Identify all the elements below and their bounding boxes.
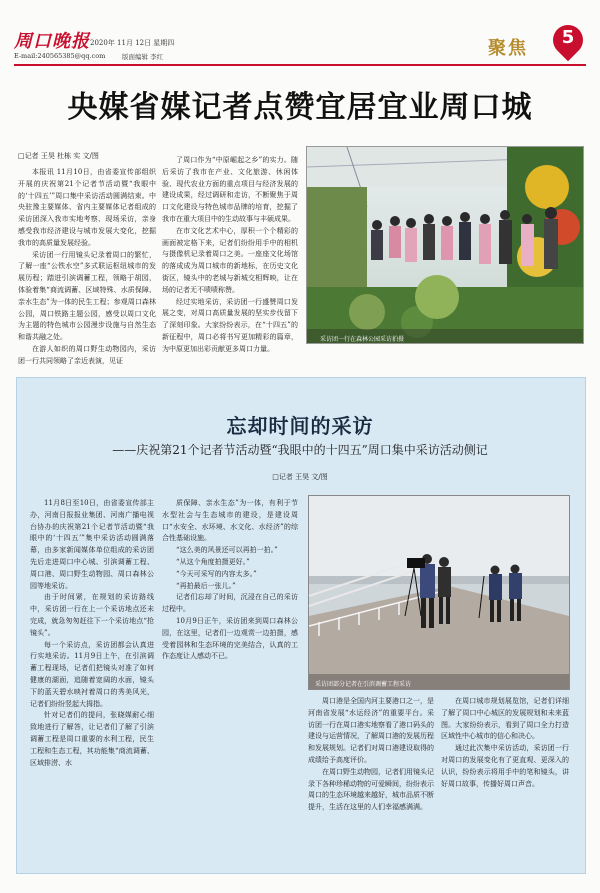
photo2-caption: 采访团部分记者在引滨调蓄工程采访 (315, 681, 412, 688)
page-number: 5 (561, 27, 575, 48)
paragraph: 通过此次集中采访活动，采访团一行对周口的发展变化有了更直观、更深入的认识，纷纷表示将用手中的笔和镜头，讲好周口故事，传播好周口声音。 (441, 744, 569, 788)
section-title: 聚焦 (488, 38, 528, 59)
paragraph: 了周口作为“中原崛起之乡”的实力。随后采访了我市在产业、文化旅游、休闲体验、现代农业方面的重点项目与经济发展的建设成果，经过调研和走访，不断聚焦于周口文化建设与特色城市品牌的培育，挖掘了我市在重大项目中的生动故事与丰硕成果。 (162, 156, 298, 223)
photo1-caption: 采访团一行在森林公园采访拍摄 (320, 336, 405, 343)
article1-column-1 (18, 167, 156, 365)
reporters-photo-image (307, 147, 583, 343)
paragraph: “这么美的风景还可以再拍一拍。” (176, 546, 278, 555)
paragraph: “今天可采写的内容太多。” (176, 569, 257, 578)
paragraph: 采访团一行用镜头记录着周口的繁忙，了解一座“公铁水空”多式联运枢纽城市的发展历程；踏进引滨调蓄工程，领略于胡园，体验着集“商流调蓄、区域特殊、水质保障、亲水生态”为一体的民生工程；参观周口森林公园，周口铁路主题公园，感受以周口文化为主题的特色城市公园漫步设施与自然生态和谐共融之处。 (18, 250, 156, 342)
main-headline: 央媒省媒记者点赞宜居宜业周口城 (67, 90, 533, 125)
article2-column-2 (162, 498, 298, 863)
article2-column-3 (308, 696, 434, 866)
article2-column-1 (30, 498, 154, 863)
paragraph: 在周口城市规划展览馆，记者们详细了解了周口中心城区的发展规划和未来蓝图。大家纷纷表示，看到了周口全力打造区域性中心城市的信心和决心。 (441, 697, 569, 741)
paragraph: 针对记者们的提问，张晓媒耐心细致地进行了解答，让记者们了解了引滨调蓄工程是周口重要的水利工程，民生工程和生态工程，其功能集“商流调蓄、区域排涝、水 (30, 711, 154, 767)
paragraph: 由于时间紧，在规划的采访路线中，采访团一行在上一个采访地点还未完成，就急匆匆赶往下一个采访地点“抢镜头”。 (30, 593, 154, 637)
paragraph: 每一个采访点，采访团都会认真进行实地采访。11月9日上午，在引滨调蓄工程现场，记者们把镜头对准了如何健康的湖面，追随着宽阔的水面，镜头下的蓝天碧水映衬着周口的秀美风光，记者们纷纷竖起大拇指。 (30, 640, 154, 708)
feature-headline: 忘却时间的采访 (226, 414, 374, 438)
paragraph: “从这个角度拍摄更好。” (176, 557, 250, 566)
feature-byline: □记者 王昊 文/图 (272, 473, 328, 481)
paragraph: 10月9日正午，采访团来到周口森林公园，在这里，记者们一边观赏一边拍摄，感受着园林和生态环境的完美结合，认真的工作态度让人感动不已。 (162, 616, 298, 661)
reporters-photo (306, 146, 584, 344)
paragraph: “再拍最后一张儿。” (176, 581, 236, 590)
paragraph: 在游人如织的周口野生动物园内，采访团一行共同领略了亲近表演，见证 (18, 344, 156, 365)
paragraph: 11月8日至10日，由省委宣传部主办，河南日报报业集团、河南广播电视台协办的庆祝第21个记者节活动暨“我眼中的‘十四五’”集中采访活动圆满落幕，由多家新闻媒体单位组成的采访团先后走进周口中心城、引滨调蓄工程、周口港、周口野生动物园、周口森林公园等地采访。 (30, 499, 154, 590)
feature-subtitle: ——庆祝第21个记者节活动暨“我眼中的十四五”周口集中采访活动侧记 (112, 443, 488, 457)
page-editor: 版面编辑 李红 (122, 53, 164, 61)
article2-column-4 (441, 696, 569, 866)
newspaper-logo: 周口晚报 (14, 31, 90, 52)
paragraph: 本报讯 11月10日，由省委宣传部组织开展的庆祝第21个记者节活动暨“我眼中的‘十四五’”周口集中采访活动圆满结束。中央驻豫主要媒体、省内主要媒体记者组成的采访团深入我市实地考察、现场采访，亲身感受我市经济建设与城市发展大变化，挖掘我市的高质量发展经验。 (18, 168, 156, 247)
article1-byline: □记者 王昊 杜栋 实 文/图 (18, 152, 99, 160)
masthead-rule (14, 64, 586, 66)
issue-date: 2020年 11月 12日 星期四 (90, 39, 175, 47)
reservoir-photo-image (309, 496, 569, 689)
reservoir-photo (308, 495, 570, 690)
article1-column-2 (162, 155, 298, 353)
paragraph: 在周口野生动物园，记者们用镜头记录下各种珍稀动物的可爱瞬间，纷纷表示周口的生态环境越来越好，城市品质不断提升，生活在这里的人们幸福感满满。 (308, 767, 434, 812)
paragraph: 记者们忘却了时间，沉浸在自己的采访过程中。 (162, 593, 298, 614)
paragraph: 经过实地采访，采访团一行盛赞周口发展之变，对周口高质量发展的坚实步伐留下了深刻印象。大家纷纷表示，在“十四五”的新征程中，周口必将书写更加精彩的篇章，为中原更加出彩贡献更多周口力量。 (162, 297, 298, 353)
paragraph: 在市文化艺术中心，厚积一个个精彩的画面被定格下来，记者们纷纷用手中的相机与摄像机记录着周口之美。一座座文化场馆的落成成为周口城市的新地标，在历史文化街区，镜头中的老城与新城交相辉映，让在场的记者无不啧啧称赞。 (162, 226, 298, 294)
paragraph: 质保障、亲水生态”为一体，有利于节水型社会与生态城市的建设，是建设周口“水安全、水环境、水文化、水经济”的综合性基础设施。 (162, 499, 298, 543)
contact-email: E-mail:240565385@qq.com (14, 52, 106, 60)
paragraph: 周口港是全国内河主要港口之一，是河南省发展“水运经济”的重要平台。采访团一行在周口港实地察看了港口码头的建设与运营情况，了解周口港的发展历程和发展规划。记者们对周口港建设取得的成绩给予高度评价。 (308, 697, 434, 764)
